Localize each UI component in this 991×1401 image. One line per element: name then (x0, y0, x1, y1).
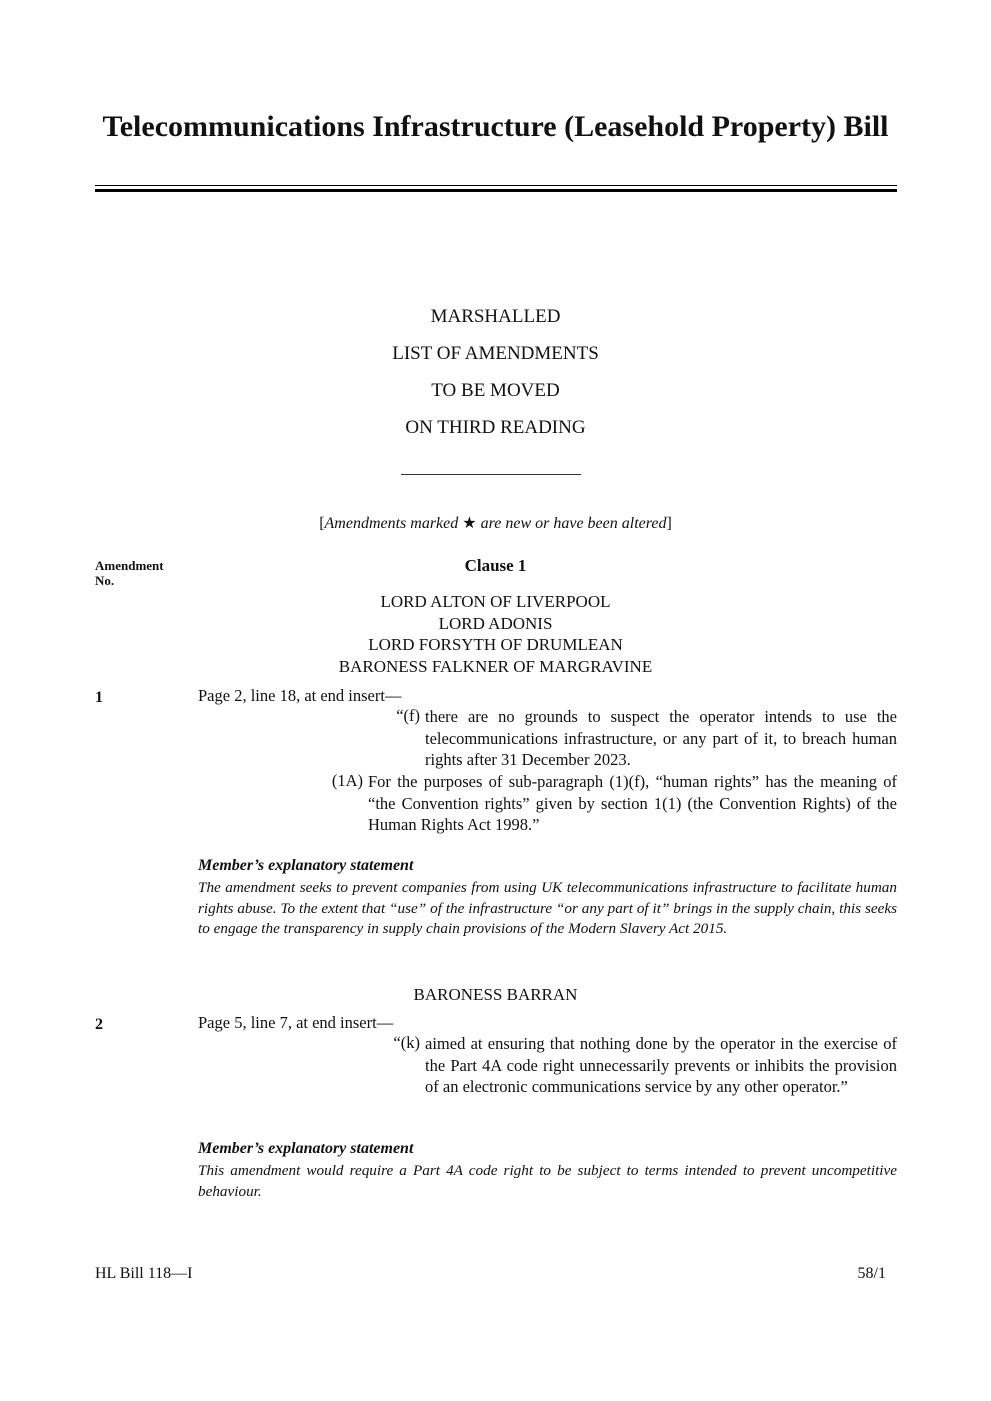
mover-name: LORD FORSYTH OF DRUMLEAN (368, 635, 623, 654)
note-bracket-open: [ (319, 515, 325, 532)
mover-name: BARONESS BARRAN (413, 985, 578, 1004)
amendment-1-statement: The amendment seeks to prevent companies from using UK telecommunications infrastructure to facilitate human rights abuse. To the extent that “use” of the infrastructure “or any part of it” brings in the supply chain, this seeks to engage the transparency in supply chain provisions of the Modern Slavery Act 2015. (198, 879, 897, 937)
heading-line-4: ON THIRD READING (405, 417, 586, 438)
title-rule-thin (95, 185, 897, 186)
heading-line-3: TO BE MOVED (431, 380, 560, 401)
note-text-before: Amendments marked (324, 515, 463, 532)
amendment-2-para-k: aimed at ensuring that nothing done by the operator in the exercise of the Part 4A code right unnecessarily prevents or inhibits the provision of an electronic communications service by any other operator.” (425, 1034, 897, 1096)
amendment-1-para-label-1a: (1A) (331, 771, 363, 790)
title-rule-thick (95, 189, 897, 192)
amendment-1-instruction: Page 2, line 18, at end insert— (198, 686, 402, 705)
amendment-2-number: 2 (95, 1016, 103, 1033)
amendment-1-statement-heading: Member’s explanatory statement (198, 857, 414, 874)
note-bracket-close: ] (666, 515, 672, 532)
section-divider (401, 474, 581, 475)
note-text-after: are new or have been altered (476, 515, 667, 532)
bill-title: Telecommunications Infrastructure (Leasehold Property) Bill (102, 110, 889, 143)
amendment-2-para-label-k: “(k) (393, 1033, 420, 1052)
amendment-1-para-label-f: “(f) (396, 706, 420, 725)
mover-name: LORD ALTON OF LIVERPOOL (380, 592, 611, 611)
amendment-2-movers (0, 984, 991, 1006)
amendment-header-line-1: Amendment (95, 558, 164, 573)
amendment-1-para-f: there are no grounds to suspect the operator intends to use the telecommunications infrastructure, or any part of it, to breach human rights after 31 December 2023. (425, 707, 897, 769)
amendment-2-statement: This amendment would require a Part 4A code right to be subject to terms intended to prevent uncompetitive behaviour. (198, 1162, 897, 1200)
mover-name: LORD ADONIS (438, 613, 553, 633)
amendment-1-movers (0, 591, 991, 677)
amendment-2-statement-heading: Member’s explanatory statement (198, 1140, 414, 1157)
amendment-1-para-1a: For the purposes of sub-paragraph (1)(f), “human rights” has the meaning of “the Convention rights” given by section 1(1) (the Convention Rights) of the Human Rights Act 1998.” (368, 772, 897, 834)
heading-line-2: LIST OF AMENDMENTS (392, 343, 599, 364)
clause-heading: Clause 1 (464, 556, 527, 575)
amendment-1-number: 1 (95, 689, 103, 706)
mover-name: BARONESS FALKNER OF MARGRAVINE (338, 656, 653, 676)
heading-line-1: MARSHALLED (430, 306, 561, 327)
amendments-note (0, 513, 991, 533)
star-icon: ★ (462, 515, 477, 532)
amendment-2-instruction: Page 5, line 7, at end insert— (198, 1013, 394, 1032)
amendment-header-line-2: No. (95, 573, 115, 588)
page-reference: 58/1 (857, 1265, 886, 1282)
bill-reference: HL Bill 118—I (95, 1265, 193, 1282)
